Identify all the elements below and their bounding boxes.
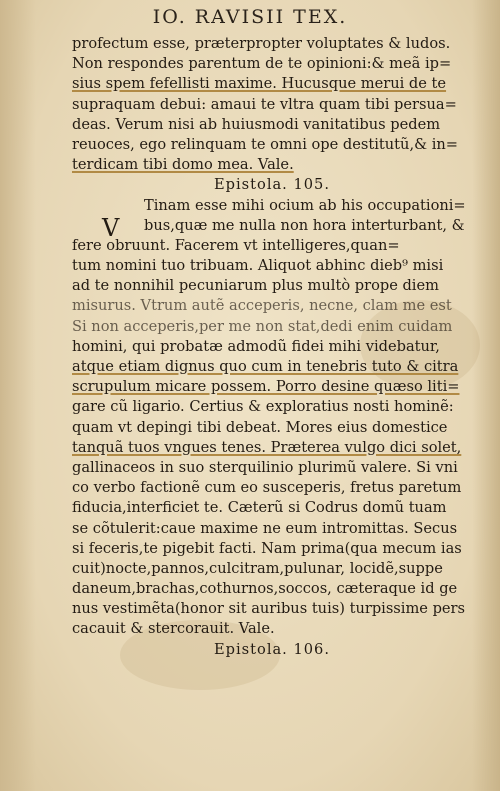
running-title: IO. RAVISII TEX. bbox=[152, 6, 348, 28]
text-line: co verbo factionẽ cum eo susceperis, fretus paretum bbox=[72, 479, 462, 497]
text-line: nus vestimẽta(honor sit auribus tuis) turpissime pers bbox=[72, 600, 466, 618]
text-line: profectum esse, præterpropter voluptates & ludos. bbox=[72, 35, 451, 52]
epistola-heading: Epistola. 106. bbox=[214, 640, 330, 658]
text-line: deas. Verum nisi ab huiusmodi vanitatibus pedem bbox=[72, 115, 441, 133]
text-line: reuoces, ego relinquam te omni ope destitutũ,& in= bbox=[72, 135, 459, 153]
text-line: tum nomini tuo tribuam. Aliquot abhinc dieb⁹ misi bbox=[72, 257, 444, 275]
text-line: daneum,brachas,cothurnos,soccos, cæteraque id ge bbox=[72, 580, 458, 598]
text-line: tanquã tuos vngues tenes. Præterea vulgo dici solet, bbox=[72, 438, 462, 456]
text-line: terdicam tibi domo mea. Vale. bbox=[72, 156, 294, 174]
text-line: cacauit & stercorauit. Vale. bbox=[72, 620, 275, 638]
text-line: supraquam debui: amaui te vltra quam tibi persua= bbox=[72, 95, 457, 113]
text-line: si feceris,te pigebit facti. Nam prima(qua mecum ias bbox=[72, 539, 462, 557]
text-line: gallinaceos in suo sterquilinio plurimũ valere. Si vni bbox=[72, 458, 458, 476]
body-text bbox=[72, 34, 472, 660]
text-line: cuit)nocte,pannos,culcitram,pulunar, locidẽ,suppe bbox=[72, 559, 443, 577]
drop-capital: V bbox=[102, 213, 120, 242]
text-line: se cõtulerit:caue maxime ne eum intromittas. Secus bbox=[72, 519, 458, 537]
text-line: gare cũ ligario. Certius & exploratius nosti hominẽ: bbox=[72, 398, 454, 416]
text-line: atque etiam dignus quo cum in tenebris tuto & citra bbox=[72, 358, 459, 375]
text-line: scrupulum micare possem. Porro desine quæso liti= bbox=[72, 378, 460, 396]
text-line: bus,quæ me nulla non hora interturbant, & bbox=[144, 216, 465, 234]
first-line-text: Tinam esse mihi ocium ab his occupationi= bbox=[144, 196, 466, 214]
text-line: ad te nonnihil pecuniarum plus multò prope diem bbox=[72, 277, 439, 295]
text-line: sius spem fefellisti maxime. Hucusque merui de te bbox=[72, 75, 447, 93]
text-line: quam vt depingi tibi debeat. Mores eius domestice bbox=[72, 418, 448, 436]
epistola-heading: Epistola. 105. bbox=[214, 176, 330, 194]
text-line: misurus. Vtrum autẽ acceperis, necne, clam me est bbox=[72, 297, 452, 315]
page-shadow-right bbox=[472, 0, 500, 791]
text-line: homini, qui probatæ admodũ fidei mihi videbatur, bbox=[72, 337, 440, 355]
text-line: Si non acceperis,per me non stat,dedi enim cuidam bbox=[72, 317, 453, 335]
text-line: fere obruunt. Facerem vt intelligeres,quan= bbox=[72, 236, 400, 254]
text-line: Non respondes parentum de te opinioni:& meã ip= bbox=[72, 55, 452, 73]
page-shadow-left bbox=[0, 0, 36, 791]
text-line: fiducia,interficiet te. Cæterũ si Codrus domũ tuam bbox=[72, 499, 447, 517]
